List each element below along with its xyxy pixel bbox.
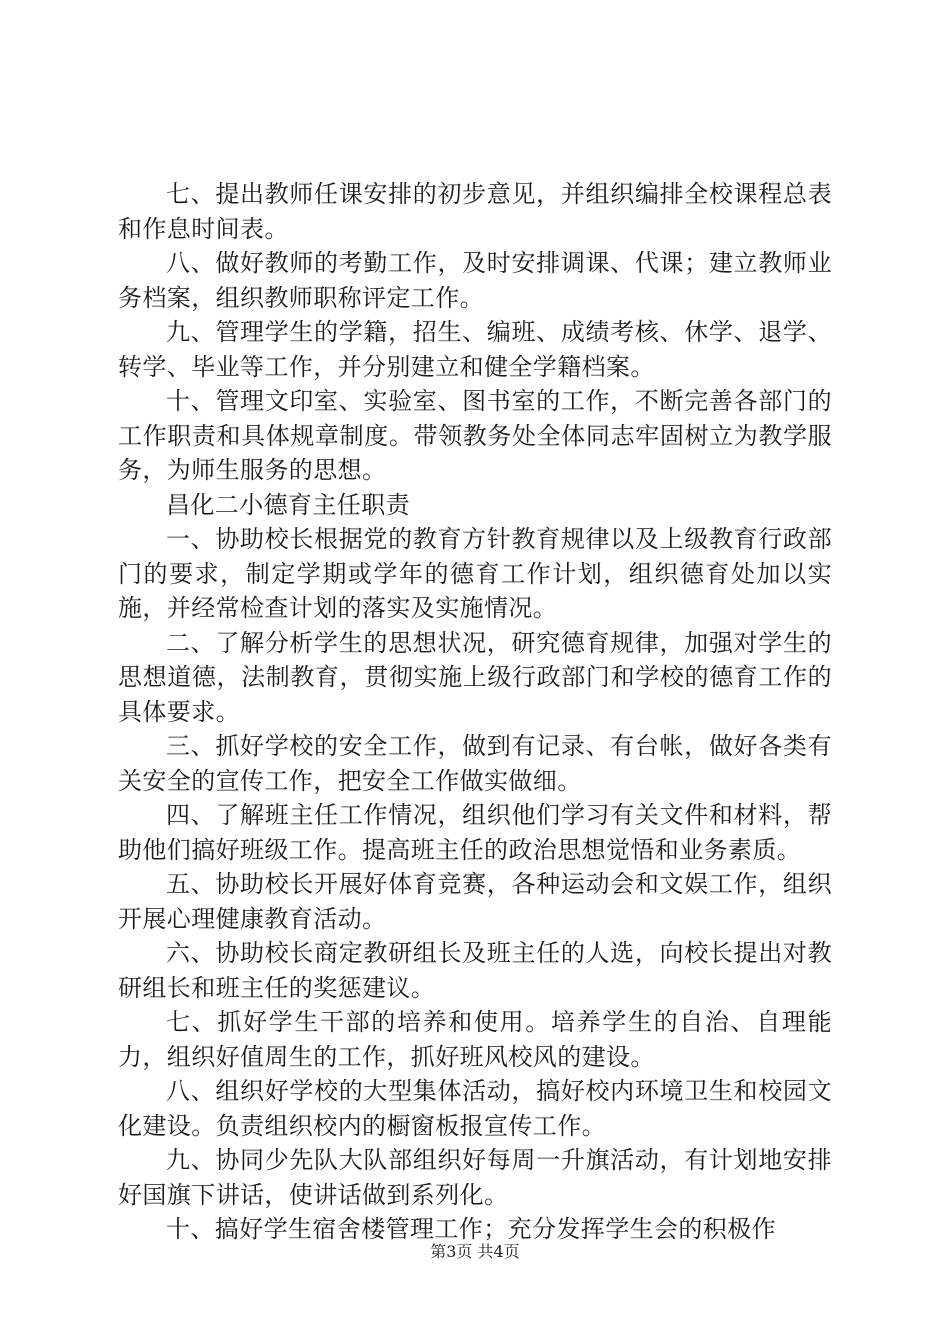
document-body	[118, 177, 832, 1247]
paragraph: 六、协助校长商定教研组长及班主任的人选，向校长提出对教研组长和班主任的奖惩建议。	[118, 939, 832, 1002]
paragraph: 八、做好教师的考勤工作，及时安排调课、代课；建立教师业务档案，组织教师职称评定工作。	[118, 249, 832, 312]
paragraph: 四、了解班主任工作情况，组织他们学习有关文件和材料，帮助他们搞好班级工作。提高班主任的政治思想觉悟和业务素质。	[118, 801, 832, 864]
paragraph: 七、提出教师任课安排的初步意见，并组织编排全校课程总表和作息时间表。	[118, 180, 832, 243]
paragraph: 七、抓好学生干部的培养和使用。培养学生的自治、自理能力，组织好值周生的工作，抓好班风校风的建设。	[118, 1008, 832, 1071]
paragraph: 三、抓好学校的安全工作，做到有记录、有台帐，做好各类有关安全的宣传工作，把安全工作做实做细。	[118, 732, 832, 795]
paragraph: 十、管理文印室、实验室、图书室的工作，不断完善各部门的工作职责和具体规章制度。带领教务处全体同志牢固树立为教学服务，为师生服务的思想。	[118, 387, 832, 484]
paragraph: 十、搞好学生宿舍楼管理工作；充分发挥学生会的积极作	[166, 1215, 776, 1243]
section-heading: 昌化二小德育主任职责	[166, 490, 410, 519]
paragraph: 八、组织好学校的大型集体活动，搞好校内环境卫生和校园文化建设。负责组织校内的橱窗板报宣传工作。	[118, 1077, 832, 1140]
paragraph: 二、了解分析学生的思想状况，研究德育规律，加强对学生的思想道德，法制教育，贯彻实施上级行政部门和学校的德育工作的具体要求。	[118, 628, 832, 726]
paragraph: 九、协同少先队大队部组织好每周一升旗活动，有计划地安排好国旗下讲话，使讲话做到系列化。	[118, 1146, 832, 1209]
paragraph: 一、协助校长根据党的教育方针教育规律以及上级教育行政部门的要求，制定学期或学年的德育工作计划，组织德育处加以实施，并经常检查计划的落实及实施情况。	[118, 525, 832, 622]
paragraph: 九、管理学生的学籍，招生、编班、成绩考核、休学、退学、转学、毕业等工作，并分别建立和健全学籍档案。	[118, 318, 832, 381]
page-number-footer: 第3页 共4页	[430, 1242, 520, 1261]
paragraph: 五、协助校长开展好体育竞赛，各种运动会和文娱工作，组织开展心理健康教育活动。	[118, 870, 832, 933]
